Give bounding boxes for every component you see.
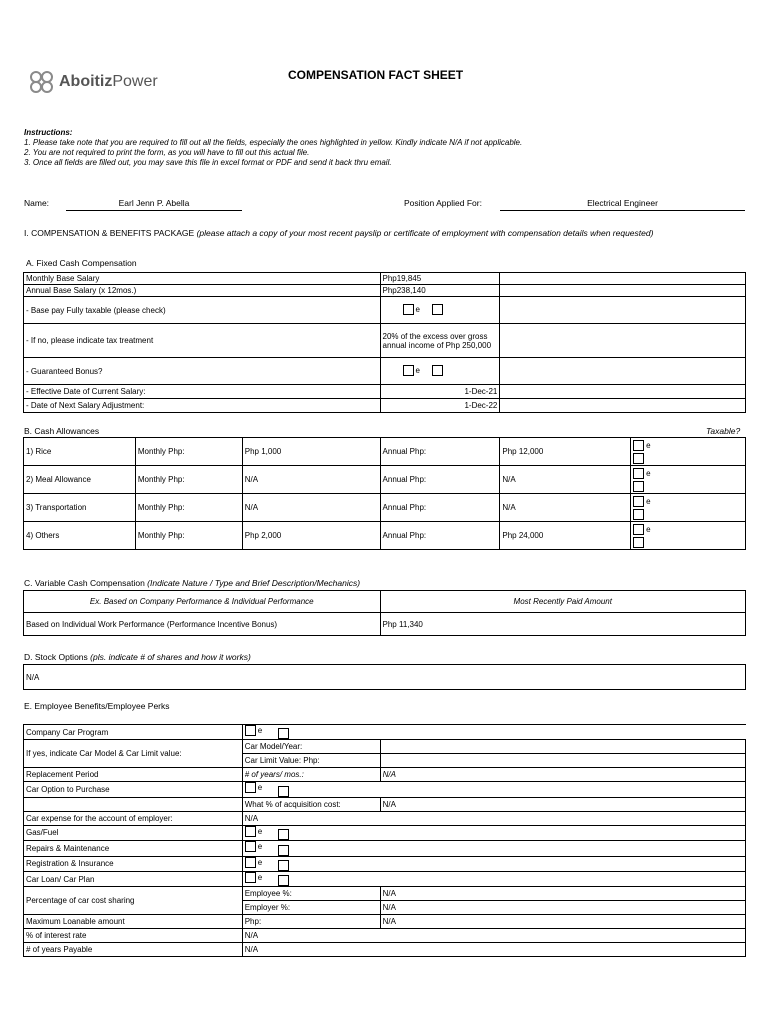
employee-pct-label: Employee %: [242, 887, 380, 901]
repairs-checkboxes [242, 841, 745, 856]
payable-value[interactable]: N/A [242, 943, 745, 957]
checkbox-label: e [415, 304, 420, 314]
allowance-annual[interactable]: Php 12,000 [500, 438, 631, 466]
empty-cell [500, 297, 746, 324]
stock-options-heading: D. Stock Options (pls. indicate # of shares and how it works) [24, 652, 251, 662]
yes-checkbox[interactable] [245, 872, 256, 883]
yes-checkbox[interactable] [245, 857, 256, 868]
employer-pct-value[interactable]: N/A [380, 901, 745, 915]
option-label: Car Option to Purchase [24, 782, 243, 797]
yes-checkbox[interactable] [633, 524, 644, 535]
no-checkbox[interactable] [432, 365, 443, 376]
aboitiz-logo-icon [28, 70, 56, 94]
car-model-label: If yes, indicate Car Model & Car Limit value: [24, 740, 243, 768]
allowance-annual[interactable]: N/A [500, 494, 631, 522]
variable-row-right[interactable]: Php 11,340 [380, 613, 745, 636]
position-label: Position Applied For: [404, 198, 482, 208]
no-checkbox[interactable] [278, 875, 289, 886]
monthly-label: Monthly Php: [135, 522, 242, 550]
benefits-table [23, 724, 746, 957]
monthly-label: Monthly Php: [135, 494, 242, 522]
benefits-title: E. Employee Benefits/Employee Perks [24, 701, 170, 711]
empty-cell [500, 385, 746, 399]
fixed-comp-table [23, 272, 746, 413]
car-program-checkboxes [242, 725, 745, 740]
allowance-annual[interactable]: Php 24,000 [500, 522, 631, 550]
variable-row-left[interactable]: Based on Individual Work Performance (Performance Incentive Bonus) [24, 613, 381, 636]
allowance-monthly[interactable]: Php 2,000 [242, 522, 380, 550]
no-checkbox[interactable] [278, 786, 289, 797]
allowance-name: 2) Meal Allowance [24, 466, 136, 494]
allowances-table [23, 437, 746, 550]
car-model-value[interactable] [380, 740, 745, 754]
car-program-label: Company Car Program [24, 725, 243, 740]
no-checkbox[interactable] [432, 304, 443, 315]
instruction-line: 3. Once all fields are filled out, you may save this file in excel format or PDF and send it back thru email. [24, 158, 392, 167]
replacement-label: Replacement Period [24, 768, 243, 782]
checkbox-label: e [646, 468, 651, 478]
interest-value[interactable]: N/A [242, 929, 745, 943]
annual-label: Annual Php: [380, 438, 500, 466]
instructions [24, 128, 744, 168]
gas-checkboxes [242, 825, 745, 840]
interest-label: % of interest rate [24, 929, 243, 943]
empty-cell [500, 273, 746, 285]
variable-head-left: Ex. Based on Company Performance & Individual Performance [24, 591, 381, 613]
name-field[interactable]: Earl Jenn P. Abella [66, 198, 242, 211]
tax-treatment-value[interactable]: 20% of the excess over gross annual income of Php 250,000 [380, 324, 500, 358]
yes-checkbox[interactable] [633, 440, 644, 451]
checkbox-label: e [257, 857, 263, 867]
effective-date-value[interactable]: 1-Dec-21 [380, 385, 500, 399]
allowance-name: 4) Others [24, 522, 136, 550]
gas-label: Gas/Fuel [24, 825, 243, 840]
car-limit-value[interactable] [380, 754, 745, 768]
annual-label: Annual Php: [380, 494, 500, 522]
empty-cell [24, 797, 243, 811]
variable-head-right: Most Recently Paid Amount [380, 591, 745, 613]
no-checkbox[interactable] [633, 509, 644, 520]
monthly-label: Monthly Php: [135, 466, 242, 494]
employee-pct-value[interactable]: N/A [380, 887, 745, 901]
checkbox-label: e [257, 783, 263, 793]
instruction-line: 1. Please take note that you are required to fill out all the fields, especially the ones highlighted in yellow. Kindly indicate N/A if not applicable. [24, 138, 523, 147]
yes-checkbox[interactable] [403, 304, 414, 315]
annual-salary-value[interactable]: Php238,140 [380, 285, 500, 297]
loan-checkboxes [242, 871, 745, 886]
years-label: # of years/ mos.: [242, 768, 380, 782]
no-checkbox[interactable] [278, 845, 289, 856]
car-model-label-2: Car Model/Year: [242, 740, 380, 754]
variable-comp-table [23, 590, 746, 636]
checkbox-label: e [257, 842, 263, 852]
page-title: COMPENSATION FACT SHEET [288, 68, 464, 82]
payable-label: # of years Payable [24, 943, 243, 957]
allowances-title: B. Cash Allowances [24, 426, 100, 436]
bonus-checkboxes [380, 358, 500, 385]
allowance-monthly[interactable]: N/A [242, 494, 380, 522]
checkbox-label: e [646, 496, 651, 506]
empty-cell [500, 285, 746, 297]
no-checkbox[interactable] [278, 728, 289, 739]
yes-checkbox[interactable] [245, 841, 256, 852]
checkbox-label: e [257, 826, 263, 836]
loan-label: Car Loan/ Car Plan [24, 871, 243, 886]
taxable-label: - Base pay Fully taxable (please check) [24, 297, 381, 324]
acq-label: What % of acquisition cost: [242, 797, 380, 811]
allowance-annual[interactable]: N/A [500, 466, 631, 494]
checkbox-label: e [257, 726, 263, 735]
stock-options-table [23, 664, 746, 690]
expense-label: Car expense for the account of employer: [24, 811, 243, 825]
max-loan-label: Maximum Loanable amount [24, 915, 243, 929]
no-checkbox[interactable] [278, 860, 289, 871]
annual-label: Annual Php: [380, 522, 500, 550]
php-label: Php: [242, 915, 380, 929]
allowance-name: 3) Transportation [24, 494, 136, 522]
taxable-checkboxes [631, 438, 746, 466]
yes-checkbox[interactable] [403, 365, 414, 376]
sharing-label: Percentage of car cost sharing [24, 887, 243, 915]
registration-checkboxes [242, 856, 745, 871]
taxable-header: Taxable? [706, 426, 741, 436]
yes-checkbox[interactable] [633, 496, 644, 507]
instructions-heading: Instructions: [24, 128, 73, 137]
car-limit-label: Car Limit Value: Php: [242, 754, 380, 768]
brand-name: AboitizPower [59, 73, 158, 90]
empty-cell [500, 358, 746, 385]
checkbox-label: e [415, 365, 420, 375]
annual-label: Annual Php: [380, 466, 500, 494]
brand-logo [28, 70, 158, 94]
empty-cell [500, 324, 746, 358]
annual-salary-label: Annual Base Salary (x 12mos.) [24, 285, 381, 297]
tax-treatment-label: - If no, please indicate tax treatment [24, 324, 381, 358]
acq-value[interactable]: N/A [380, 797, 745, 811]
max-loan-value[interactable]: N/A [380, 915, 745, 929]
name-label: Name: [24, 198, 50, 208]
no-checkbox[interactable] [633, 537, 644, 548]
fixed-comp-title: A. Fixed Cash Compensation [26, 258, 137, 268]
expense-value[interactable]: N/A [242, 811, 745, 825]
monthly-label: Monthly Php: [135, 438, 242, 466]
bonus-label: - Guaranteed Bonus? [24, 358, 381, 385]
checkbox-label: e [257, 872, 263, 882]
option-checkboxes [242, 782, 745, 797]
allowance-monthly[interactable]: Php 1,000 [242, 438, 380, 466]
employer-pct-label: Employer %: [242, 901, 380, 915]
stock-options-value[interactable]: N/A [24, 665, 746, 690]
registration-label: Registration & Insurance [24, 856, 243, 871]
checkbox-label: e [646, 440, 651, 450]
variable-comp-heading: C. Variable Cash Compensation (Indicate Nature / Type and Brief Description/Mechanics) [24, 578, 361, 588]
allowance-monthly[interactable]: N/A [242, 466, 380, 494]
taxable-checkboxes [631, 522, 746, 550]
no-checkbox[interactable] [633, 453, 644, 464]
next-adjust-value[interactable]: 1-Dec-22 [380, 399, 500, 413]
instruction-line: 2. You are not required to print the form, as you will have to fill out this actual file. [24, 148, 310, 157]
allowance-name: 1) Rice [24, 438, 136, 466]
taxable-checkboxes [380, 297, 500, 324]
taxable-checkboxes [631, 466, 746, 494]
position-field[interactable]: Electrical Engineer [500, 198, 745, 211]
no-checkbox[interactable] [633, 481, 644, 492]
repairs-label: Repairs & Maintenance [24, 841, 243, 856]
section-1-heading: I. COMPENSATION & BENEFITS PACKAGE (please attach a copy of your most recent payslip or certificate of employment with compensation details when requested) [24, 228, 654, 238]
checkbox-label: e [646, 524, 651, 534]
no-checkbox[interactable] [278, 829, 289, 840]
next-adjust-label: - Date of Next Salary Adjustment: [24, 399, 381, 413]
yes-checkbox[interactable] [245, 725, 256, 736]
monthly-salary-value[interactable]: Php19,845 [380, 273, 500, 285]
effective-date-label: - Effective Date of Current Salary: [24, 385, 381, 399]
yes-checkbox[interactable] [633, 468, 644, 479]
taxable-checkboxes [631, 494, 746, 522]
yes-checkbox[interactable] [245, 782, 256, 793]
yes-checkbox[interactable] [245, 826, 256, 837]
years-value[interactable]: N/A [380, 768, 745, 782]
empty-cell [500, 399, 746, 413]
monthly-salary-label: Monthly Base Salary [24, 273, 381, 285]
